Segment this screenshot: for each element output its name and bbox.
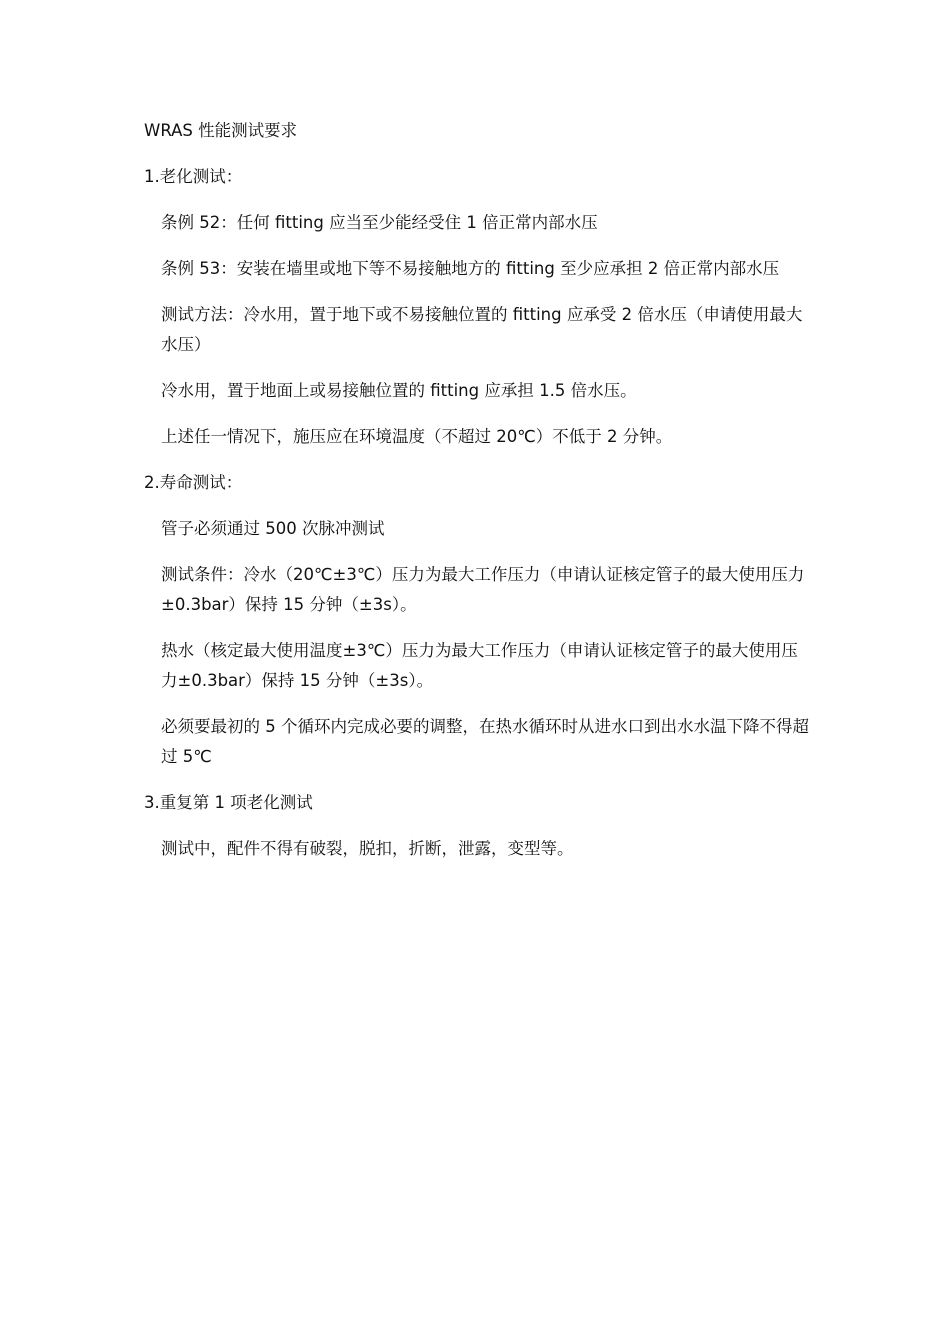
paragraph-ambient-temperature: 上述任一情况下，施压应在环境温度（不超过 20℃）不低于 2 分钟。 bbox=[161, 427, 673, 446]
paragraph-cold-water-conditions: 测试条件：冷水（20℃±3℃）压力为最大工作压力（申请认证核定管子的最大使用压力±0.3bar）保持 15 分钟（±3s）。 bbox=[161, 565, 805, 614]
paragraph-clause-52: 条例 52：任何 fitting 应当至少能经受住 1 倍正常内部水压 bbox=[161, 213, 598, 232]
section-heading-aging-test: 1.老化测试： bbox=[144, 167, 243, 186]
document-body bbox=[144, 116, 814, 880]
paragraph-pulse-test: 管子必须通过 500 次脉冲测试 bbox=[161, 519, 385, 538]
section-heading-repeat-aging-test: 3.重复第 1 项老化测试 bbox=[144, 793, 313, 812]
paragraph-hot-water-conditions: 热水（核定最大使用温度±3℃）压力为最大工作压力（申请认证核定管子的最大使用压力±0.3bar）保持 15 分钟（±3s）。 bbox=[161, 641, 798, 690]
paragraph-cold-water-surface: 冷水用，置于地面上或易接触位置的 fitting 应承担 1.5 倍水压。 bbox=[161, 381, 637, 400]
document-title: WRAS 性能测试要求 bbox=[144, 121, 298, 140]
paragraph-failure-criteria: 测试中，配件不得有破裂，脱扣，折断，泄露，变型等。 bbox=[161, 839, 574, 858]
section-heading-lifetime-test: 2.寿命测试： bbox=[144, 473, 243, 492]
paragraph-test-method: 测试方法：冷水用，置于地下或不易接触位置的 fitting 应承受 2 倍水压（申请使用最大水压） bbox=[161, 305, 803, 354]
paragraph-adjustment-cycles: 必须要最初的 5 个循环内完成必要的调整，在热水循环时从进水口到出水水温下降不得超过 5℃ bbox=[161, 717, 809, 766]
paragraph-clause-53: 条例 53：安装在墙里或地下等不易接触地方的 fitting 至少应承担 2 倍正常内部水压 bbox=[161, 259, 780, 278]
